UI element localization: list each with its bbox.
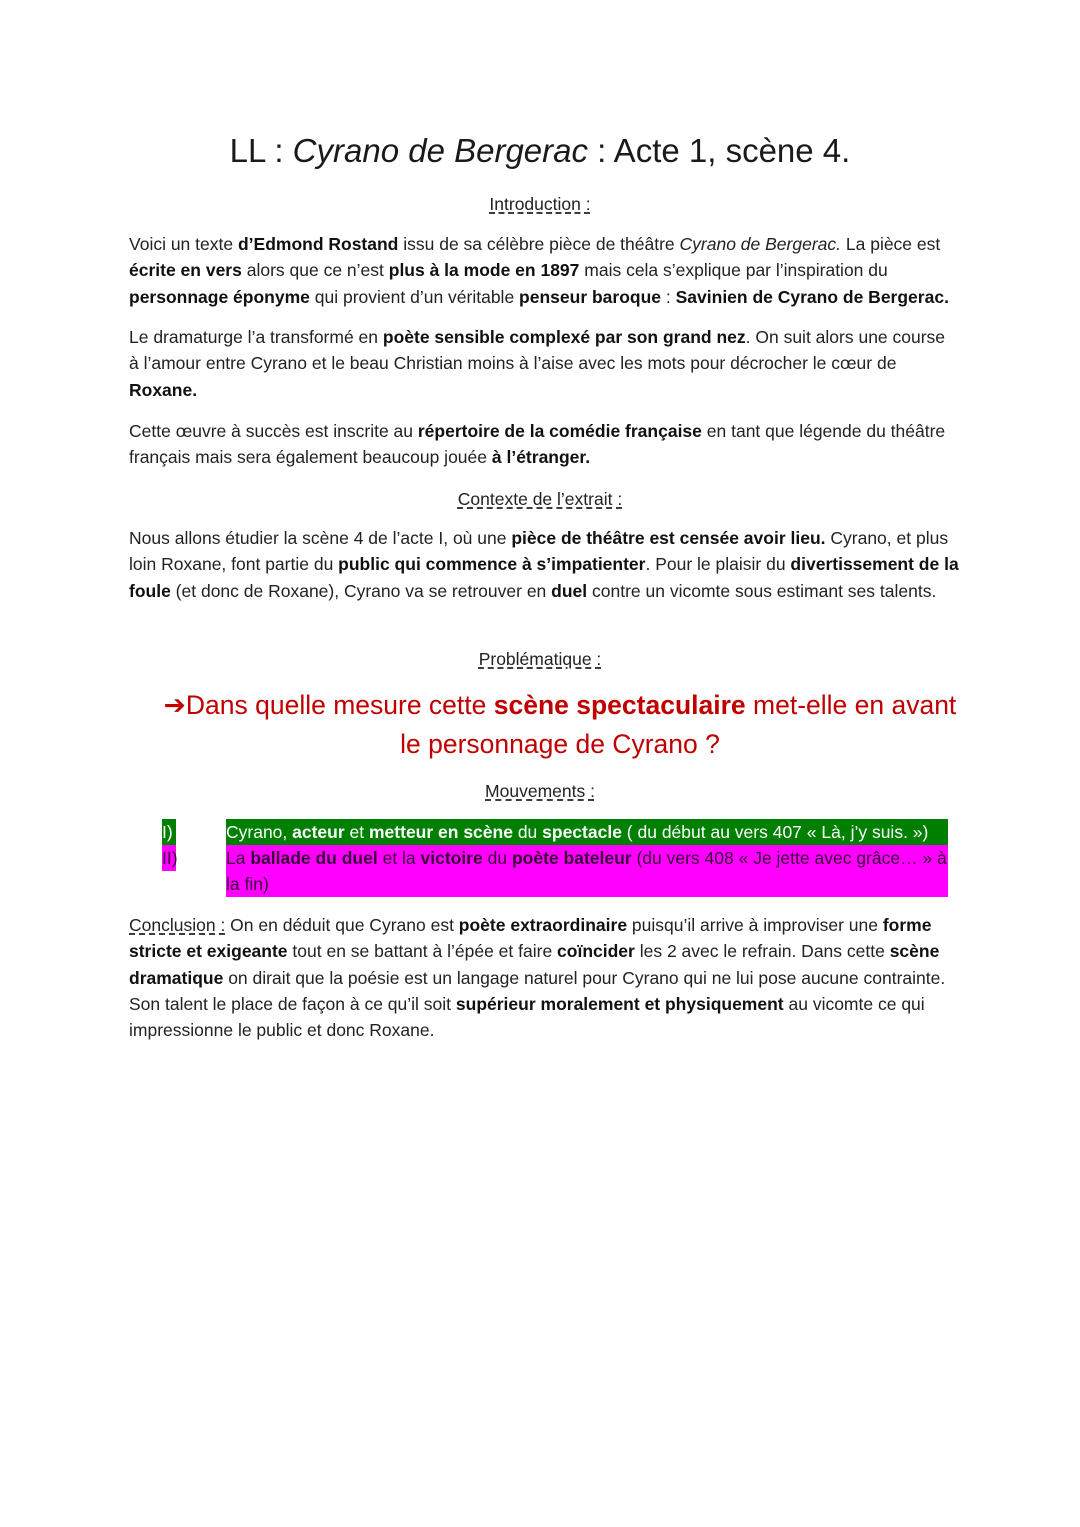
text-run: et la [377, 848, 421, 868]
context-paragraph [129, 525, 959, 604]
text-run: personnage éponyme [129, 286, 310, 307]
movement-number: I) [162, 819, 176, 845]
text-run: coïncider [557, 941, 635, 962]
text-run: Savinien de Cyrano de Bergerac. [675, 286, 949, 307]
text-run: ballade du duel [250, 848, 378, 868]
introduction-paragraph-3 [129, 418, 959, 471]
text-run: écrite en vers [129, 260, 242, 281]
text-run: Nous allons étudier la scène 4 de l’acte I, où une [129, 528, 512, 548]
text-run: Cyrano, [226, 822, 293, 842]
problematique-text [186, 690, 956, 759]
text-run: pièce de théâtre est censée avoir lieu. [511, 528, 826, 548]
text-run: du [482, 848, 512, 868]
text-run: victoire [420, 848, 483, 868]
text-run: plus à la mode en 1897 [388, 260, 580, 281]
text-run: La pièce est [841, 234, 941, 254]
introduction-paragraph-2 [129, 324, 959, 403]
text-run: . Pour le plaisir du [645, 554, 791, 575]
text-run: met-elle en avant le personnage de Cyrano ? [400, 690, 957, 759]
problematique-question [160, 686, 960, 764]
text-run: puisqu’il arrive à improviser une [627, 915, 883, 935]
text-run: (et donc de Roxane), Cyrano va se retrouver en [170, 580, 552, 601]
text-run: Cyrano, et plus loin Roxane, font partie du [129, 528, 949, 575]
introduction-paragraph-1 [129, 231, 959, 310]
text-run: La [226, 848, 251, 868]
title-work: Cyrano de Bergerac [292, 132, 588, 169]
page-title [0, 128, 1080, 174]
text-run: en tant que légende du théâtre français mais sera également beaucoup jouée [129, 421, 946, 468]
context-heading: Contexte de l’extrait : [457, 489, 623, 509]
movement-item-1 [162, 819, 952, 845]
title-prefix: LL : [229, 132, 293, 169]
mouvements-heading: Mouvements : [485, 781, 595, 801]
text-run: et [344, 822, 369, 842]
text-run: acteur [292, 822, 345, 842]
text-run: du [512, 822, 543, 842]
text-run: mais cela s’explique par l’inspiration du [579, 260, 888, 281]
text-run: forme stricte et exigeante [129, 915, 932, 962]
text-run: ( du début au vers 407 « Là, j’y suis. ») [621, 822, 929, 842]
text-run: à l’étranger. [491, 447, 591, 468]
text-run: : [661, 286, 676, 307]
text-run: issu de sa célèbre pièce de théâtre [398, 234, 680, 254]
text-run: les 2 avec le refrain. Dans cette [634, 941, 890, 962]
text-run: Cyrano de Bergerac. [679, 234, 842, 254]
movement-text [226, 819, 948, 845]
text-run: Cette œuvre à succès est inscrite au [129, 421, 418, 441]
text-run: d’Edmond Rostand [237, 234, 399, 254]
text-run: scène spectaculaire [493, 690, 746, 720]
text-run: qui provient d’un véritable [309, 286, 520, 307]
text-run: poète sensible complexé par son grand nez [382, 327, 746, 347]
conclusion-text [129, 915, 945, 1040]
text-run: répertoire de la comédie française [417, 421, 702, 441]
right-arrow-icon: ➔ [163, 690, 186, 720]
text-run: au vicomte ce qui impressionne le public et donc Roxane. [129, 993, 925, 1041]
text-run: metteur en scène [369, 822, 513, 842]
text-run: Dans quelle mesure cette [185, 690, 494, 720]
movement-text [226, 845, 948, 897]
movement-item-2 [162, 845, 952, 897]
introduction-heading: Introduction : [489, 194, 591, 214]
text-run: scène dramatique [129, 941, 940, 988]
text-run: alors que ce n’est [241, 260, 389, 281]
text-run: supérieur moralement et physiquement [455, 993, 784, 1014]
text-run: On en déduit que Cyrano est [225, 915, 459, 935]
text-run: spectacle [542, 822, 622, 842]
text-run: . On suit alors une course à l’amour entre Cyrano et le beau Christian moins à l’aise avec les mots pour décrocher le cœur de [129, 327, 946, 374]
text-run: duel [551, 580, 588, 601]
text-run: public qui commence à s’impatienter [338, 554, 646, 575]
text-run: Voici un texte [129, 234, 238, 254]
text-run: poète extraordinaire [458, 915, 628, 935]
conclusion-paragraph [129, 912, 959, 1043]
text-run: poète bateleur [511, 848, 632, 868]
text-run: contre un vicomte sous estimant ses talents. [587, 580, 937, 601]
problematique-heading: Problématique : [478, 649, 602, 669]
text-run: Le dramaturge l’a transformé en [129, 327, 383, 347]
text-run: (du vers 408 « Je jette avec grâce… » à la fin) [226, 848, 947, 894]
title-suffix: : Acte 1, scène 4. [588, 132, 851, 169]
text-run: tout en se battant à l’épée et faire [287, 941, 558, 962]
text-run: divertissement de la foule [129, 554, 959, 601]
text-run: penseur baroque [519, 286, 662, 307]
conclusion-label: Conclusion : [129, 915, 226, 935]
movement-number: II) [162, 845, 176, 871]
text-run: Roxane. [129, 379, 198, 400]
text-run: on dirait que la poésie est un langage naturel pour Cyrano qui ne lui pose aucune contrainte. Son talent le place de façon à ce qu’il soit [129, 967, 946, 1014]
